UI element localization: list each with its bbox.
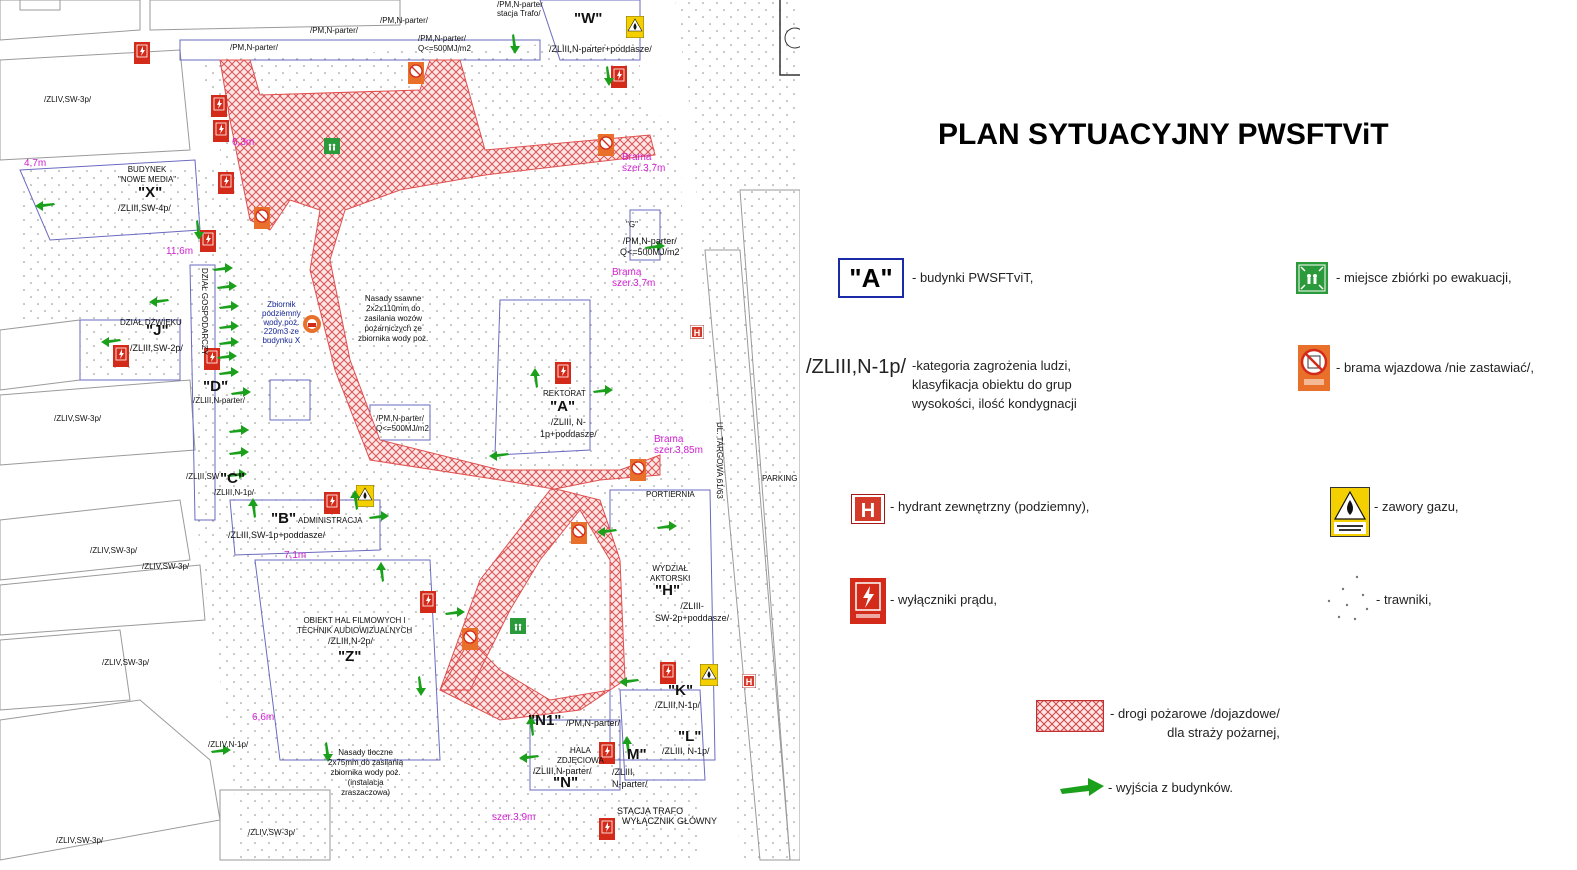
legend-hydrant-text: - hydrant zewnętrzny (podziemny), [890,499,1090,514]
legend-switch-text: - wyłączniki prądu, [890,592,997,607]
label-rektorat: REKTORAT [543,389,586,398]
label-pm-q-mid: /PM,N-parter/ Q<=500MJ/m2 [376,414,429,433]
exit-arrow-icon [218,336,240,348]
exit-arrow-icon [349,489,361,511]
gate-icon [408,62,424,84]
label-budynek-x: BUDYNEK "NOWE MEDIA" [118,165,177,184]
building-code-x: "X" [138,184,163,201]
plan-title: PLAN SYTUACYJNY PWSFTViT [938,118,1389,151]
exit-arrow-icon [218,366,240,378]
label-c-class-1: /ZLIII,SW [186,472,220,481]
power-switch-icon [420,591,436,613]
building-code-j: "J" [146,322,169,339]
measure-6-6m: 6,6m [252,712,275,723]
measure-brama-1: Brama szer.3,7m [622,152,666,174]
exit-arrow-icon [218,300,240,312]
label-b-class: /ZLIII,SW-1p+poddasze/ [228,530,326,540]
measure-6-3m: 6,3m [232,137,255,148]
building-code-c: "C" [220,470,246,487]
power-switch-icon [324,492,340,514]
legend-category-text: -kategoria zagrożenia ludzi, klasyfikacja obiektu do grup wysokości, ilość kondygnacji [912,358,1077,411]
exit-arrow-icon [1058,776,1106,798]
exit-arrow-icon [529,367,541,389]
label-m-class: /ZLIII, N-parter/ [612,767,648,789]
power-switch-icon [599,818,615,840]
label-dzial-gospodarczy: DZIAŁ GOSPODARCZY [200,268,209,356]
hydrant-icon [742,674,756,688]
exit-arrow-icon [228,424,250,436]
label-n1-class: /PM,N-parter/ [566,718,621,728]
exit-arrow-icon [656,520,678,532]
measure-4-7m: 4,7m [24,158,47,169]
building-code-n: "N" [553,774,579,791]
measure-brama-2: Brama szer.3,7m [612,267,656,289]
exit-arrow-icon [34,200,56,212]
assembly-point-icon [324,138,340,154]
hydrant-icon [690,325,704,339]
exit-arrow-icon [228,446,250,458]
label-nasady-tloczne: Nasady tłoczne 2x75mm do zasilania zbiornika wody poż. (instalacja zraszaczowa) [328,748,404,797]
exit-arrow-icon [375,561,387,583]
exit-arrow-icon [212,262,234,274]
exit-arrow-icon [592,384,614,396]
exit-arrow-icon [444,606,466,618]
gas-valve-icon [1330,487,1370,537]
label-zbiornik: Zbiornik podziemny wody poż. 220m3 ze budynku X [262,300,301,345]
legend-assembly-text: - miejsce zbiórki po ewakuacji, [1336,270,1512,285]
power-switch-icon [113,345,129,367]
building-code-w: "W" [574,10,603,27]
gas-valve-icon [626,16,644,38]
measure-brama-3: Brama szer.3,85m [654,434,703,456]
label-stacja-top: /PM,N-parter stacja Trafo/ [497,0,543,18]
label-z-class: /ZLIII,N-2p/ [328,636,374,646]
power-switch-icon [660,662,676,684]
label-h-class: /ZLIII- SW-2p+poddasze/ [655,601,730,623]
label-pm-parter-1: /PM,N-parter/ [380,16,429,25]
exit-arrow-icon [603,65,615,87]
label-d-class: /ZLIII,N-parter/ [193,396,246,405]
label-wydzial-aktorski: WYDZIAŁ AKTORSKI [650,564,691,583]
power-switch-icon [218,172,234,194]
building-code-m: M" [627,746,647,763]
measure-7-1m: 7,1m [284,550,307,561]
label-ul-targowa: UL. TARGOWA 61/63 [715,422,724,499]
label-zliv-6: /ZLIV,SW-3p/ [248,828,296,837]
label-wylacznik-glowny: WYŁĄCZNIK GŁÓWNY [622,816,718,826]
label-pm-parter-3: /PM,N-parter/ [230,43,279,52]
exit-arrow-icon [488,450,510,462]
building-code-g: "G" [626,220,638,229]
building-code-k: "K" [668,682,694,699]
exit-arrow-icon [368,510,390,522]
label-stacja-trafo: STACJA TRAFO [617,806,684,816]
power-switch-icon [213,120,229,142]
building-code-a: "A" [550,398,576,415]
exit-arrow-icon [415,675,427,697]
exit-arrow-icon [193,219,205,241]
exit-arrow-icon [100,336,122,348]
legend-gas-text: - zawory gazu, [1374,499,1459,514]
label-zliv-5: /ZLIV,SW-3p/ [102,658,150,667]
exit-arrow-icon [247,497,259,519]
measure-11-6m: 11,6m [166,246,194,257]
label-a-class: /ZLIII, N- 1p+poddasze/ [540,417,597,439]
building-code-b: "B" [271,510,297,527]
gate-icon [630,459,646,481]
building-code-l: "L" [678,728,702,745]
label-n-class: /ZLIII,N-parter/ [533,766,592,776]
legend-building-symbol: "A" [838,258,904,298]
legend-exits-text: - wyjścia z budynków. [1108,780,1233,795]
label-zliv-3: /ZLIV,SW-3p/ [90,546,138,555]
gate-icon [462,628,478,650]
gas-valve-icon [700,664,718,686]
exit-arrow-icon [618,676,640,688]
label-zliv-7: /ZLIV,SW-3p/ [56,836,104,845]
power-switch-icon [211,95,227,117]
svg-text:H: H [745,677,753,687]
svg-text:H: H [860,500,876,522]
legend-lawn-text: - trawniki, [1376,592,1432,607]
legend-gate-text: - brama wjazdowa /nie zastawiać/, [1336,360,1534,375]
assembly-point-icon [510,618,526,634]
label-pm-parter-2: /PM,N-parter/ [310,26,359,35]
label-x-class: /ZLIII,SW-4p/ [118,203,171,213]
building-code-z: "Z" [338,648,362,665]
water-tank-icon [302,314,322,334]
gate-icon [598,134,614,156]
label-parking: PARKING [762,474,798,483]
exit-arrow-icon [216,280,238,292]
assembly-point-icon [1296,262,1328,294]
label-g-class: /PM,N-parter/ Q<=500MJ/m2 [620,236,680,257]
label-zliv-n1p: /ZLIV,N-1p/ [208,740,249,749]
exit-arrow-icon [218,320,240,332]
measure-szer-3-9m: szer.3,9m [492,812,536,823]
power-switch-icon [555,362,571,384]
label-c-class-2: /ZLIII,N-1p/ [214,488,255,497]
gate-icon [571,522,587,544]
gate-icon [254,207,270,229]
label-obiekt-hal: OBIEKT HAL FILMOWYCH I TECHNIK AUDIOWIZUALNYCH [297,616,413,635]
exit-arrow-icon [148,296,170,308]
building-code-d: "D" [203,378,229,395]
label-nasady-ssawne: Nasady ssawne 2x2x110mm do zasilania wozów pożarniczych ze zbiornika wody poż. [358,294,429,343]
label-dzial-dzwieku: DZIAŁ DŹWIĘKU [120,318,182,327]
label-zliv-2: /ZLIV,SW-3p/ [54,414,102,423]
label-zliv-4: /ZLIV,SW-3p/ [142,562,190,571]
exit-arrow-icon [596,526,618,538]
legend-roads-text: - drogi pożarowe /dojazdowe/ dla straży pożarnej, [1110,706,1280,740]
label-portiernia: PORTIERNIA [646,490,695,499]
exit-arrow-icon [518,752,540,764]
label-zliv-1: /ZLIV,SW-3p/ [44,95,92,104]
label-hala-zdjeciowa: HALA ZDJĘCIOWA [557,746,604,765]
exit-arrow-icon [216,350,238,362]
power-switch-icon [134,42,150,64]
legend-category-symbol: /ZLIII,N-1p/ [806,356,907,378]
lawn-dots-icon [1325,573,1373,623]
label-w-class: /ZLIII,N-parter+poddasze/ [549,44,652,54]
legend-buildings-text: - budynki PWSFTviT, [912,270,1034,285]
building-code-h: "H" [655,582,681,599]
label-l-class: /ZLIII, N-1p/ [662,746,710,756]
label-k-class: /ZLIII,N-1p/ [655,700,701,710]
label-administracja: ADMINISTRACJA [298,516,363,525]
exit-arrow-icon [509,33,521,55]
fire-road-hatch-icon [1036,700,1104,732]
power-switch-icon [850,578,886,624]
svg-text:H: H [693,328,701,338]
hydrant-icon [851,494,885,524]
label-pm-q-top: /PM,N-parter/ Q<=500MJ/m2 [418,34,471,53]
label-j-class: /ZLIII,SW-2p/ [130,343,183,353]
gate-icon [1298,345,1330,391]
building-code-n1: "N1" [528,712,562,729]
